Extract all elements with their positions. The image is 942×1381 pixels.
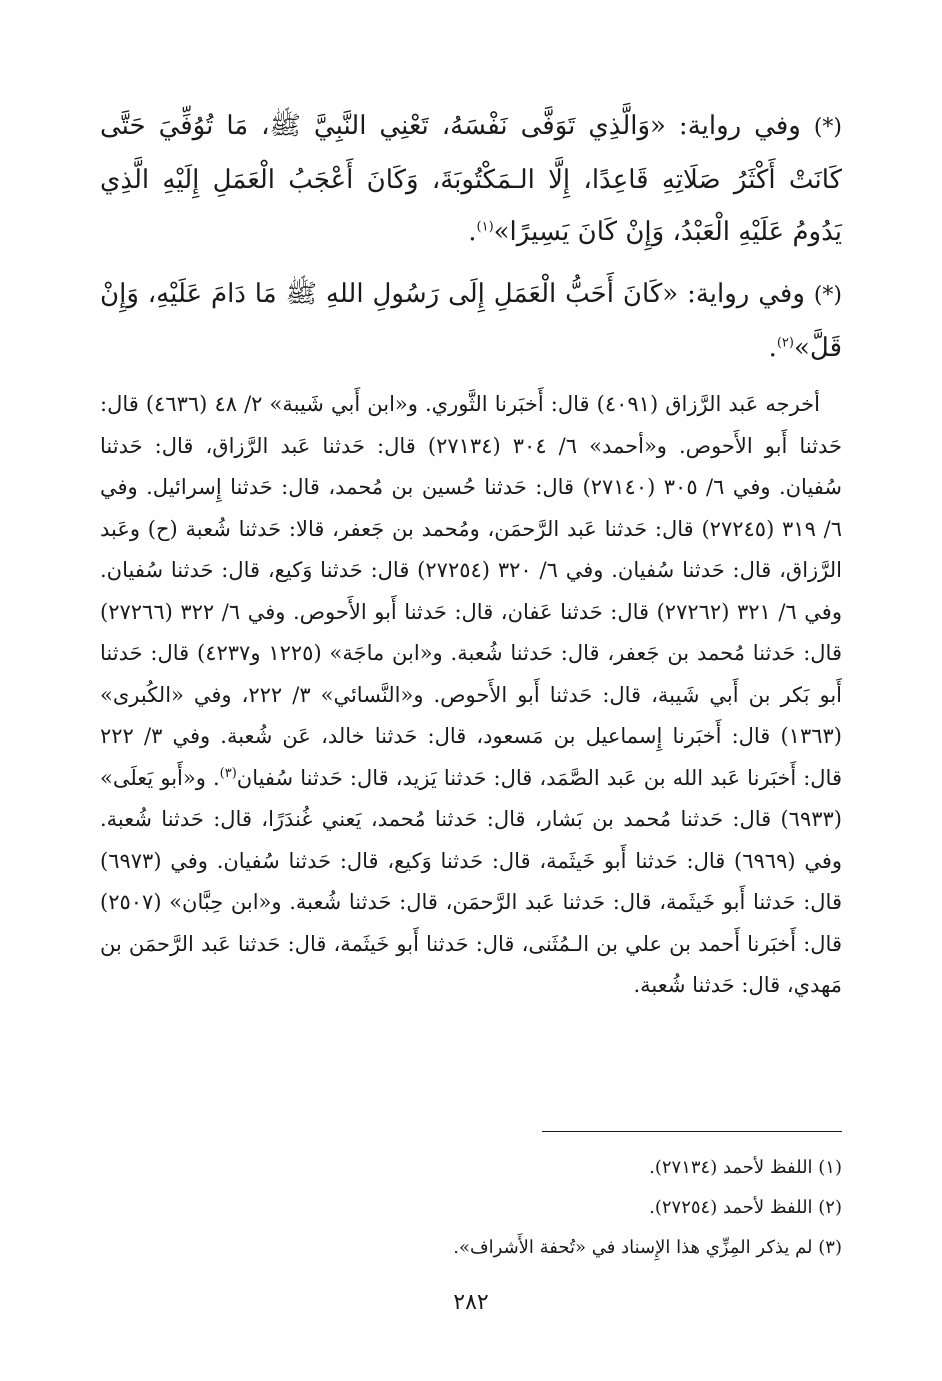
takhrij-paragraph — [100, 384, 842, 1007]
page-number: ٢٨٢ — [453, 1290, 489, 1315]
footnote-ref: (٢) — [776, 335, 794, 351]
page-body — [100, 100, 842, 1007]
footnote-separator — [542, 1131, 842, 1132]
hadith-text: وفي رواية: «كَانَ أَحَبُّ الْعَمَلِ إِلَى رَسُولِ اللهِ ﷺ مَا دَامَ عَلَيْهِ، وَإِنْ قَلَّ» — [100, 279, 842, 363]
hadith-text: وفي رواية: «وَالَّذِي تَوَفَّى نَفْسَهُ، تَعْنِي النَّبِيَّ ﷺ، مَا تُوُفِّيَ حَتَّى كَانَتْ أَكْثَرُ صَلَاتِهِ قَاعِدًا، إِلَّا الـمَكْتُوبَةَ، وَكَانَ أَعْجَبُ الْعَمَلِ إِلَيْهِ الَّذِي يَدُومُ عَلَيْهِ الْعَبْدُ، وَإِنْ كَانَ يَسِيرًا» — [100, 111, 842, 247]
footnote-2: (٢) اللفظ لأحمد (٢٧٢٥٤). — [649, 1197, 842, 1218]
hadith-paragraph-1 — [100, 100, 842, 258]
takhrij-text-part-2: . و«أَبو يَعلَى» (٦٩٣٣) قال: حَدثنا مُحمد بن بَشار، قال: حَدثنا مُحمد، يَعني غُندَرًا، قال: حَدثنا شُعبة. وفي (٦٩٦٩) قال: حَدثنا أَبو خَيثَمة، قال: حَدثنا وَكيع، قال: حَدثنا سُفيان. وفي (٦٩٧٣) قال: حَدثنا أَبو خَيثَمة، قال: حَدثنا عَبد الرَّحمَن، قال: حَدثنا شُعبة. و«ابن حِبَّان» (٢٥٠٧) قال: أَخبَرنا أَحمد بن علي بن الـمُثَنى، قال: حَدثنا أَبو خَيثَمة، قال: حَدثنا عَبد الرَّحمَن بن مَهدي، قال: حَدثنا شُعبة. — [100, 765, 842, 997]
takhrij-text-part-1: أخرجه عَبد الرَّزاق (٤٠٩١) قال: أَخبَرنا الثَّوري. و«ابن أَبي شَيبة» ٢/ ٤٨ (٤٦٣٦) قال: حَدثنا أَبو الأَحوص. و«أحمد» ٦/ ٣٠٤ (٢٧١٣٤) قال: حَدثنا عَبد الرَّزاق، قال: حَدثنا سُفيان. وفي ٦/ ٣٠٥ (٢٧١٤٠) قال: حَدثنا حُسين بن مُحمد، قال: حَدثنا إِسرائيل. وفي ٦/ ٣١٩ (٢٧٢٤٥) قال: حَدثنا عَبد الرَّحمَن، ومُحمد بن جَعفر، قالا: حَدثنا شُعبة (ح) وعَبد الرَّزاق، قال: حَدثنا سُفيان. وفي ٦/ ٣٢٠ (٢٧٢٥٤) قال: حَدثنا وَكيع، قال: حَدثنا سُفيان. وفي ٦/ ٣٢١ (٢٧٢٦٢) قال: حَدثنا عَفان، قال: حَدثنا أَبو الأَحوص. وفي ٦/ ٣٢٢ (٢٧٢٦٦) قال: حَدثنا مُحمد بن جَعفر، قال: حَدثنا شُعبة. و«ابن ماجَة» (١٢٢٥ و٤٢٣٧) قال: حَدثنا أَبو بَكر بن أَبي شَيبة، قال: حَدثنا أَبو الأَحوص. و«النَّسائي» ٣/ ٢٢٢، وفي «الكُبرى» (١٣٦٣) قال: أَخبَرنا إِسماعيل بن مَسعود، قال: حَدثنا خالد، عَن شُعبة. وفي ٣/ ٢٢٢ قال: أَخبَرنا عَبد الله بن عَبد الصَّمَد، قال: حَدثنا يَزيد، قال: حَدثنا سُفيان — [100, 392, 843, 790]
sentence-end: . — [768, 333, 777, 363]
footnote-1: (١) اللفظ لأحمد (٢٧١٣٤). — [649, 1157, 842, 1178]
footnote-ref: (٣) — [219, 765, 237, 781]
paragraph-marker: (*) — [813, 115, 842, 140]
sentence-end: . — [468, 217, 477, 247]
paragraph-marker: (*) — [813, 283, 843, 308]
footnote-3: (٣) لم يذكر المِزِّي هذا الإِسناد في «تُحفة الأَشراف». — [453, 1237, 842, 1258]
footnote-ref: (١) — [476, 219, 494, 235]
footnotes — [100, 1148, 842, 1268]
hadith-paragraph-2 — [100, 268, 842, 374]
